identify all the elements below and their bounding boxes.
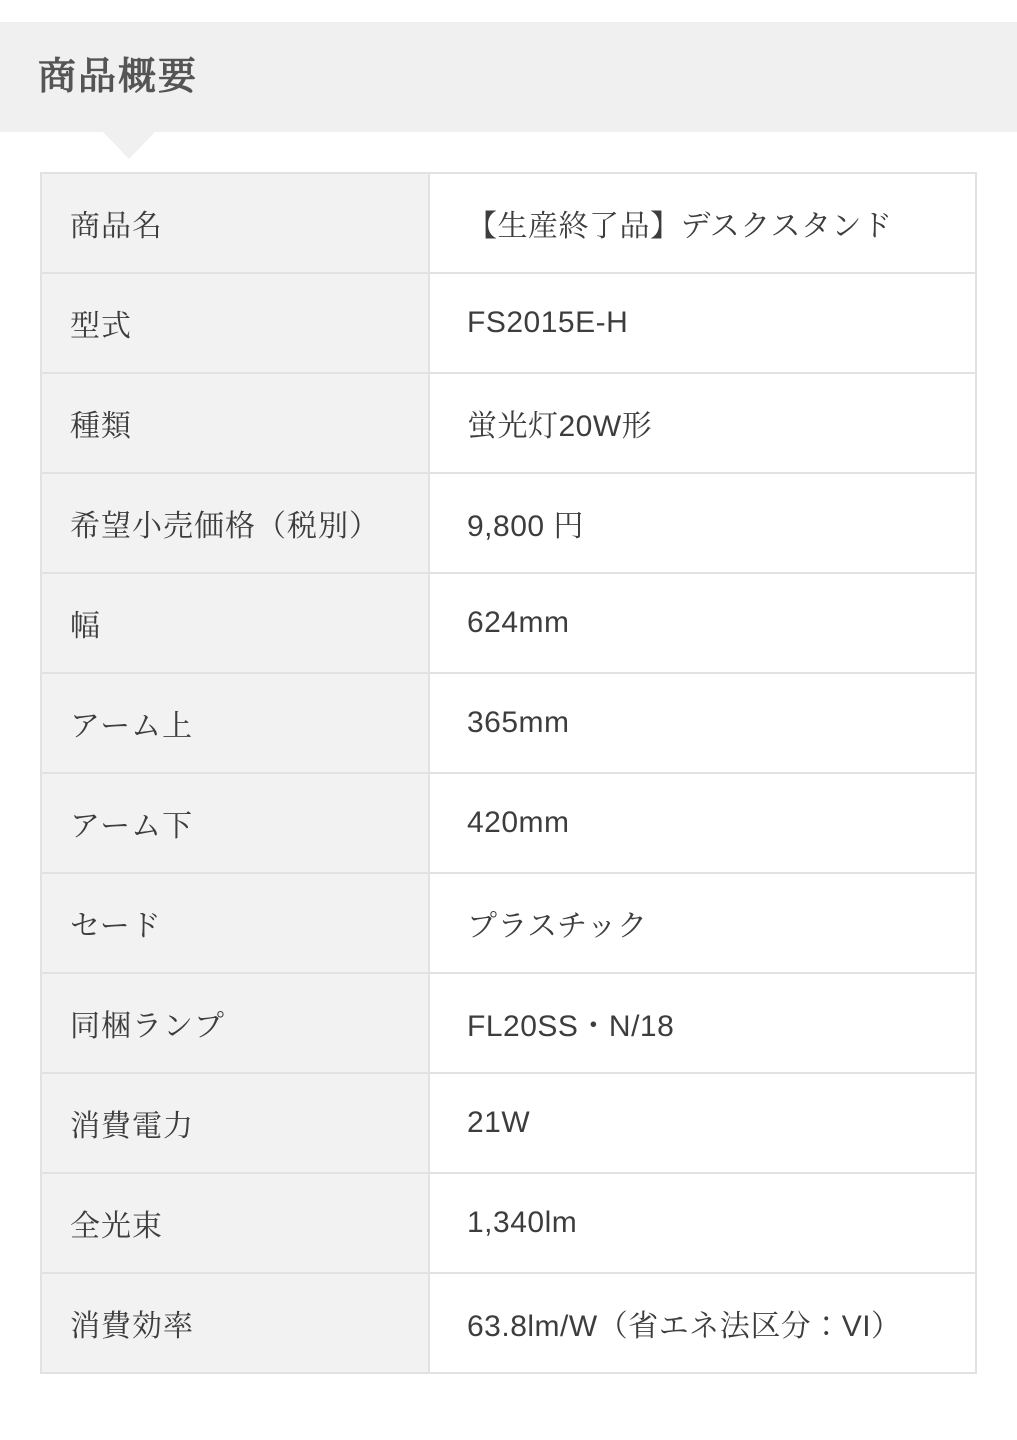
spec-label: 希望小売価格（税別） [41,473,429,573]
spec-value: 365mm [429,673,976,773]
spec-label: アーム下 [41,773,429,873]
spec-label: 種類 [41,373,429,473]
section-header [0,22,1017,132]
spec-value: 1,340lm [429,1173,976,1273]
spec-label: セード [41,873,429,973]
spec-label: 消費効率 [41,1273,429,1373]
spec-table-body [41,173,976,1373]
table-row [41,1073,976,1173]
table-row [41,1173,976,1273]
spec-value: 624mm [429,573,976,673]
page-title: 商品概要 [38,56,199,98]
table-row [41,1273,976,1373]
spec-table [40,172,977,1374]
table-row [41,173,976,273]
down-arrow-pointer [103,132,155,159]
spec-value: 63.8lm/W（省エネ法区分：VI） [429,1273,976,1373]
spec-value: 420mm [429,773,976,873]
spec-value: 9,800 円 [429,473,976,573]
table-row [41,873,976,973]
table-row [41,273,976,373]
table-row [41,373,976,473]
spec-value: 【生産終了品】デスクスタンド [429,173,976,273]
spec-value: 蛍光灯20W形 [429,373,976,473]
spec-label: 型式 [41,273,429,373]
spec-value: 21W [429,1073,976,1173]
spec-label: 同梱ランプ [41,973,429,1073]
spec-label: 幅 [41,573,429,673]
table-row [41,973,976,1073]
spec-value: プラスチック [429,873,976,973]
table-row [41,673,976,773]
spec-value: FS2015E-H [429,273,976,373]
spec-label: アーム上 [41,673,429,773]
spec-label: 消費電力 [41,1073,429,1173]
table-row [41,773,976,873]
spec-value: FL20SS・N/18 [429,973,976,1073]
spec-label: 全光束 [41,1173,429,1273]
table-row [41,473,976,573]
table-row [41,573,976,673]
spec-label: 商品名 [41,173,429,273]
